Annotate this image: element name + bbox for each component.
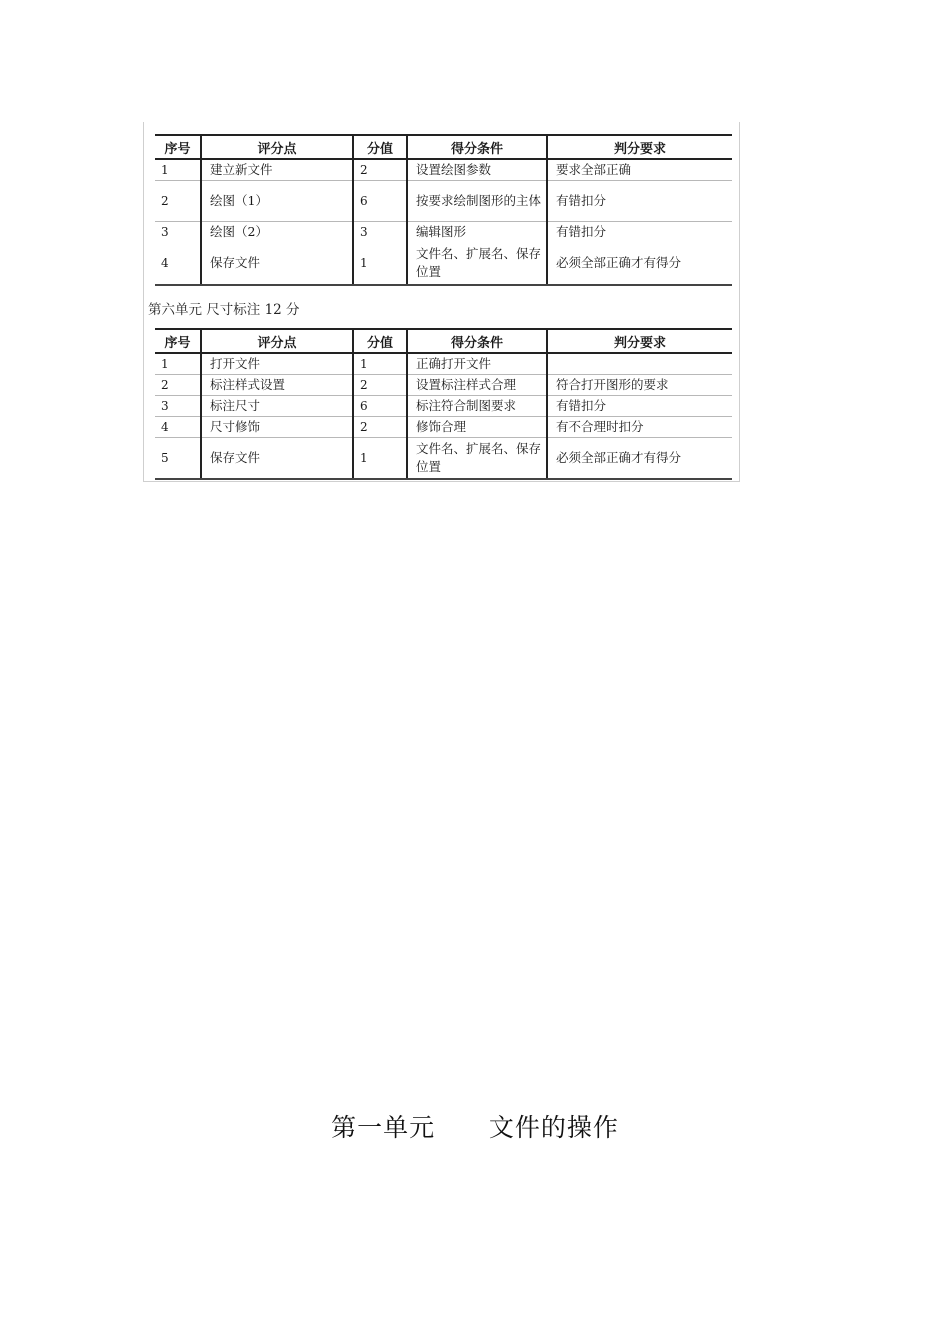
- header-scoring-point: 评分点: [201, 329, 353, 353]
- section-title-unit-6: 第六单元 尺寸标注 12 分: [148, 302, 300, 318]
- cell-condition: 标注符合制图要求: [407, 396, 547, 417]
- cell-requirement: 符合打开图形的要求: [547, 375, 732, 396]
- cell-points: 6: [353, 181, 407, 222]
- cell-scoring-point: 保存文件: [201, 438, 353, 480]
- cell-points: 2: [353, 417, 407, 438]
- cell-scoring-point: 绘图（1）: [201, 181, 353, 222]
- cell-requirement: 有不合理时扣分: [547, 417, 732, 438]
- cell-points: 2: [353, 375, 407, 396]
- cell-requirement: [547, 353, 732, 375]
- table-header-row: [155, 135, 732, 159]
- header-index: 序号: [155, 135, 201, 159]
- cell-index: 4: [155, 417, 201, 438]
- score-table-2: [155, 328, 732, 480]
- cell-scoring-point: 尺寸修饰: [201, 417, 353, 438]
- header-condition: 得分条件: [407, 135, 547, 159]
- cell-condition: 编辑图形: [407, 222, 547, 243]
- cell-index: 2: [155, 181, 201, 222]
- cell-index: 4: [155, 242, 201, 285]
- cell-scoring-point: 建立新文件: [201, 159, 353, 181]
- header-condition: 得分条件: [407, 329, 547, 353]
- cell-points: 6: [353, 396, 407, 417]
- header-scoring-point: 评分点: [201, 135, 353, 159]
- header-points: 分值: [353, 135, 407, 159]
- table-row: [155, 375, 732, 396]
- cell-scoring-point: 标注样式设置: [201, 375, 353, 396]
- table-row: [155, 438, 732, 480]
- table-row: [155, 222, 732, 243]
- cell-points: 3: [353, 222, 407, 243]
- cell-requirement: 有错扣分: [547, 181, 732, 222]
- cell-points: 1: [353, 353, 407, 375]
- cell-points: 1: [353, 438, 407, 480]
- cell-condition: 文件名、扩展名、保存位置: [407, 242, 547, 285]
- table-header-row: [155, 329, 732, 353]
- cell-index: 3: [161, 225, 169, 239]
- unit-heading: 第一单元 文件的操作: [331, 1113, 619, 1142]
- cell-condition: 正确打开文件: [407, 353, 547, 375]
- score-table-1: [155, 134, 732, 286]
- cell-scoring-point: 保存文件: [201, 242, 353, 285]
- cell-scoring-point: 绘图（2）: [201, 222, 353, 243]
- cell-index: 3: [155, 396, 201, 417]
- table-row: [155, 242, 732, 285]
- header-points: 分值: [353, 329, 407, 353]
- table-row: [155, 396, 732, 417]
- cell-requirement: 要求全部正确: [547, 159, 732, 181]
- header-requirement: 判分要求: [547, 329, 732, 353]
- cell-requirement: 有错扣分: [547, 396, 732, 417]
- table-row: [155, 417, 732, 438]
- table-row: [155, 159, 732, 181]
- cell-scoring-point: 标注尺寸: [201, 396, 353, 417]
- cell-points: 2: [353, 159, 407, 181]
- cell-index: 2: [155, 375, 201, 396]
- cell-scoring-point: 打开文件: [201, 353, 353, 375]
- table-row: [155, 181, 732, 222]
- cell-index: 1: [155, 159, 201, 181]
- cell-requirement: 必须全部正确才有得分: [547, 438, 732, 480]
- cell-condition: 设置绘图参数: [407, 159, 547, 181]
- cell-condition: 修饰合理: [407, 417, 547, 438]
- cell-condition: 设置标注样式合理: [407, 375, 547, 396]
- cell-index: 1: [155, 353, 201, 375]
- header-requirement: 判分要求: [547, 135, 732, 159]
- scanned-score-tables: [143, 122, 740, 482]
- cell-index: 5: [155, 438, 201, 480]
- cell-condition: 文件名、扩展名、保存位置: [407, 438, 547, 480]
- cell-requirement: 必须全部正确才有得分: [547, 242, 732, 285]
- cell-points: 1: [353, 242, 407, 285]
- header-index: 序号: [155, 329, 201, 353]
- cell-requirement: 有错扣分: [547, 222, 732, 243]
- cell-condition: 按要求绘制图形的主体: [407, 181, 547, 222]
- table-row: [155, 353, 732, 375]
